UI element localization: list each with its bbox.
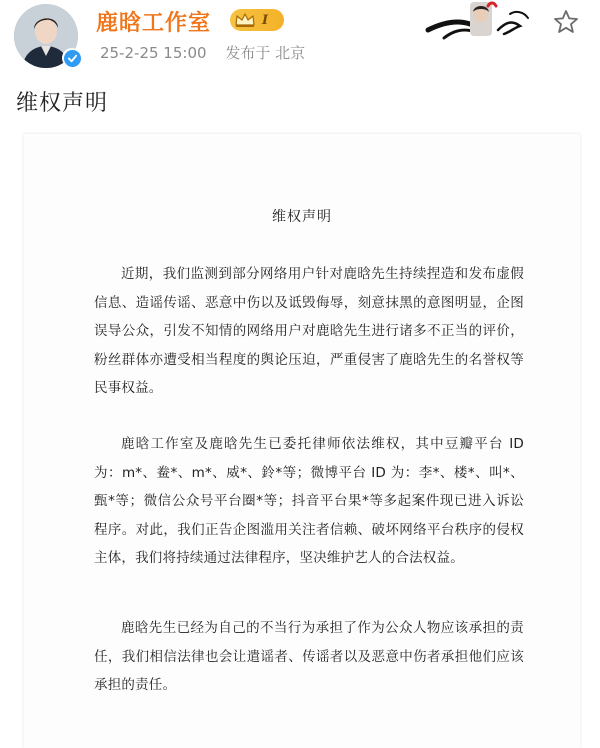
post-title: 维权声明 xyxy=(16,91,109,116)
card-decoration-icon xyxy=(424,0,534,44)
document-paragraph: 鹿晗先生已经为自己的不当行为承担了作为公众人物应该承担的责任，我们相信法律也会让遣谣者、传谣者以及恶意中伤者承担他们应该承担的责任。 xyxy=(94,620,524,693)
post-meta xyxy=(100,42,319,63)
star-icon[interactable] xyxy=(552,8,580,36)
verified-icon xyxy=(62,48,82,68)
post-timestamp: 25-2-25 15:00 xyxy=(100,44,207,62)
vip-level: I xyxy=(262,12,269,28)
statement-document[interactable] xyxy=(24,134,580,748)
document-paragraph: 近期，我们监测到部分网络用户针对鹿晗先生持续捏造和发布虚假信息、造谣传谣、恶意中伤以及诋毁侮辱，刻意抹黑的意图明显，企图误导公众，引发不知情的网络用户对鹿晗先生进行诸多不正当的评价，粉丝群体亦遭受相当程度的舆论压迫，严重侵害了鹿晗先生的名誉权等民事权益。 xyxy=(94,266,524,396)
crown-icon xyxy=(234,12,256,28)
post-location: 发布于 北京 xyxy=(225,44,306,62)
vip-badge[interactable] xyxy=(230,9,284,31)
document-title: 维权声明 xyxy=(272,209,332,225)
post-header xyxy=(0,0,600,72)
document-paragraph: 鹿晗工作室及鹿晗先生已委托律师依法维权，其中豆瓣平台 ID 为：m*、鲞*、m*、威*、鈴*等；微博平台 ID 为：李*、楼*、叫*、甄*等；微信公众号平台圈*等；抖音平台果*等多起案件现已进入诉讼程序。对此，我们正告企图滥用关注者信赖、破坏网络平台秩序的侵权主体，我们将持续通过法律程序，坚决维护艺人的合法权益。 xyxy=(94,436,524,566)
username[interactable]: 鹿晗工作室 xyxy=(96,11,212,36)
